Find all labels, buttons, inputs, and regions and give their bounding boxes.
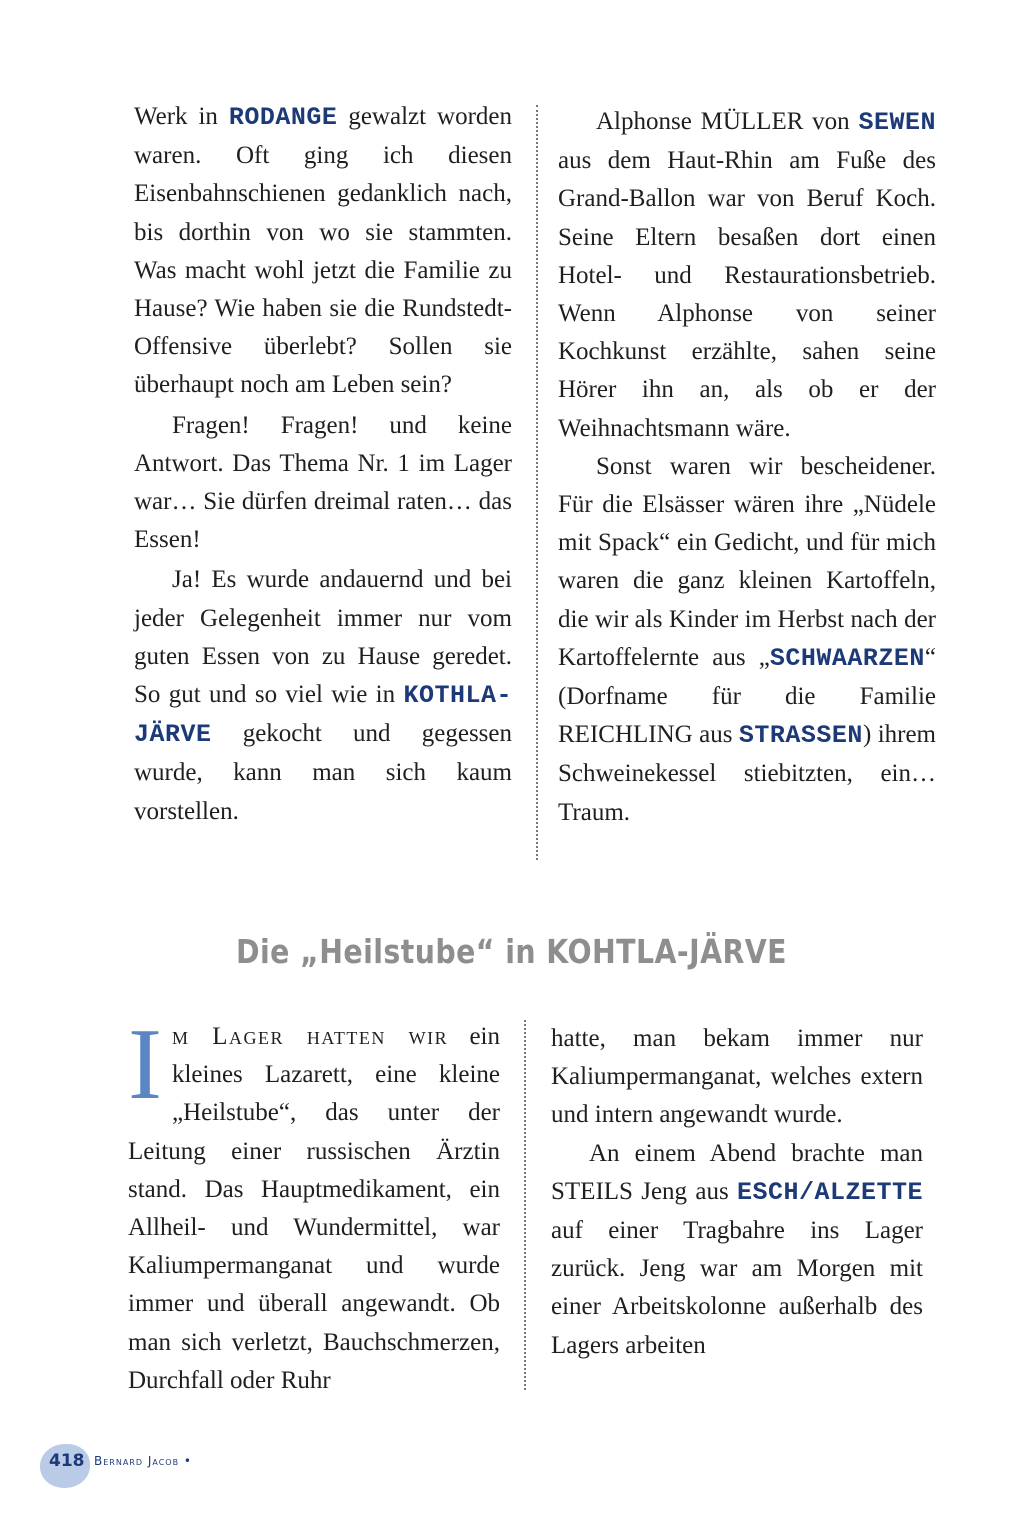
small-caps-lead: m Lager hatten wir xyxy=(171,1023,449,1050)
paragraph xyxy=(551,1135,923,1365)
section-heading: Die „Heilstube“ in KOHTLA-JÄRVE xyxy=(236,932,787,971)
paragraph xyxy=(134,561,512,830)
paragraph xyxy=(134,98,512,405)
place-name: KOTHLA-JÄRVE xyxy=(134,681,512,750)
paragraph xyxy=(558,103,936,448)
paragraph: Fragen! Fragen! und keine Antwort. Das Thema Nr. 1 im Lager war… Sie dürfen dreimal raten… das Essen! xyxy=(134,411,512,554)
place-name: ESCH/ALZETTE xyxy=(736,1177,923,1207)
paragraph xyxy=(558,448,936,832)
section2-right-column xyxy=(551,1020,923,1365)
text: Alphonse MÜLLER von xyxy=(596,108,859,135)
place-name: STRASSEN xyxy=(738,721,863,751)
text: ein kleines Lazarett, eine kleine „Heilstube“, das unter der Leitung einer russischen Ärztin stand. Das Hauptmedikament, ein Allheil- und Wundermittel, war Kaliumpermanganat und wurde immer und überall angewandt. Ob man sich verletzt, Bauchschmerzen, Durchfall oder Ruhr xyxy=(128,1023,500,1394)
text: Ja! Es wurde andauernd und bei jeder Gelegenheit immer nur vom guten Essen von zu Hause geredet. So gut und so viel wie in xyxy=(134,566,512,709)
section1-right-column xyxy=(558,103,936,832)
section1-left-column xyxy=(134,98,512,831)
text: aus dem Haut-Rhin am Fuße des Grand-Ballon war von Beruf Koch. Seine Eltern besaßen dort einen Hotel- und Restaurationsbetrieb. Wenn Alphonse von seiner Kochkunst erzählte, sahen seine Hörer ihn an, als ob er der Weihnachtsmann wäre. xyxy=(558,147,936,442)
text: “ (Dorfname für die Familie REICHLING aus xyxy=(558,643,936,749)
place-name: RODANGE xyxy=(228,103,338,132)
column-divider xyxy=(524,1020,526,1390)
paragraph xyxy=(128,1008,500,1400)
text: gekocht und gegessen wurde, kann man sich kaum vorstellen. xyxy=(134,720,512,825)
text: ) ihrem Schweinekessel stiebitzten, ein… Traum. xyxy=(558,721,937,826)
paragraph: hatte, man bekam immer nur Kaliumpermanganat, welches extern und intern angewandt wurde. xyxy=(551,1025,923,1129)
page-number: 418 xyxy=(49,1451,85,1471)
text: Werk in xyxy=(134,103,229,130)
author-name: Bernard Jacob • xyxy=(94,1454,192,1468)
section2-left-column xyxy=(128,1008,500,1400)
place-name: SCHWAARZEN xyxy=(769,643,925,673)
column-divider xyxy=(536,105,538,860)
text: An einem Abend brachte man STEILS Jeng aus xyxy=(551,1139,923,1205)
place-name: SEWEN xyxy=(858,108,936,137)
text: auf einer Tragbahre ins Lager zurück. Jeng war am Morgen mit einer Arbeitskolonne außerhalb des Lagers arbeiten xyxy=(551,1217,923,1359)
text: gewalzt worden waren. Oft ging ich diesen Eisenbahnschienen gedanklich nach, bis dorthin von wo sie stammten. Was macht wohl jetzt die Familie zu Hause? Wie haben sie die Rundstedt-Offensive überlebt? Sollen sie überhaupt noch am Leben sein? xyxy=(134,103,512,399)
page-footer xyxy=(40,1442,400,1492)
text: Sonst waren wir bescheidener. Für die Elsässer wären ihre „Nüdele mit Spack“ ein Gedicht, und für mich waren die ganz kleinen Kartoffeln, die wir als Kinder im Herbst nach der Kartoffelernte aus „ xyxy=(558,452,936,671)
drop-cap: I xyxy=(128,1008,162,1121)
